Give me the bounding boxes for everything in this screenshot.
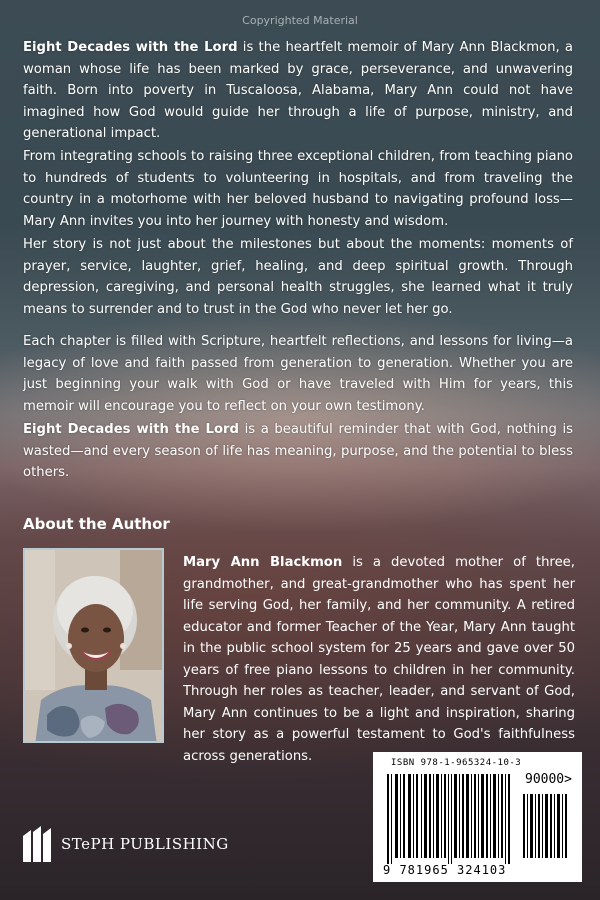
book-title-bold: Eight Decades with the Lord — [23, 40, 238, 55]
description-paragraph-1 — [23, 37, 573, 145]
isbn-number: ISBN 978-1-965324-10-3 — [391, 758, 522, 768]
barcode-digits: 9 781965 324103 — [383, 863, 507, 877]
author-bio — [183, 552, 575, 767]
barcode-bars-icon — [387, 774, 577, 864]
paragraph-5-text: is a beautiful reminder that with God, nothing is wasted—and every season of life has meaning, purpose, and the potential to bless others. — [23, 422, 573, 480]
description-paragraph-4: Each chapter is filled with Scripture, heartfelt reflections, and lessons for living—a legacy of love and faith passed from generation to generation. Whether you are just beginning your walk with God or have traveled with Him for years, this memoir will encourage you to reflect on your own testimony. — [23, 334, 573, 414]
price-code: 90000> — [525, 772, 572, 787]
paragraph-1-text: is the heartfelt memoir of Mary Ann Blackmon, a woman whose life has been marked by grace, perseverance, and unwavering faith. Born into poverty in Tuscaloosa, Alabama, Mary Ann could not have imagined how God would guide her through a life of purpose, ministry, and generational impact. — [23, 40, 573, 141]
isbn-barcode — [373, 752, 582, 882]
book-title-bold: Eight Decades with the Lord — [23, 422, 239, 437]
publisher-block — [23, 826, 229, 862]
author-photo — [23, 548, 164, 743]
about-author-heading: About the Author — [23, 515, 170, 533]
description-paragraph-3: Her story is not just about the milestones but about the moments: moments of prayer, service, laughter, grief, healing, and deep spiritual growth. Through depression, caregiving, and personal health struggles, she learned what it truly means to surrender and to trust in the God who never let her go. — [23, 237, 573, 317]
description-paragraph-2: From integrating schools to raising three exceptional children, from teaching piano to hundreds of students to volunteering in hospitals, and from traveling the country in a motorhome with her beloved husband to navigating profound loss—Mary Ann invites you into her journey with honesty and wisdom. — [23, 149, 573, 229]
author-name-bold: Mary Ann Blackmon — [183, 555, 343, 570]
copyright-watermark: Copyrighted Material — [242, 14, 358, 27]
author-portrait-icon — [25, 550, 164, 743]
description-paragraph-5 — [23, 419, 573, 484]
author-bio-text: is a devoted mother of three, grandmother, and great-grandmother who has spent her life serving God, her family, and her community. A retired educator and former Teacher of the Year, Mary Ann taught in the public school system for 25 years and gave over 50 years of free piano lessons to children in her community. Through her roles as teacher, leader, and servant of God, Mary Ann continues to be a light and inspiration, sharing her story as a powerful testament to God's faithfulness across generations. — [183, 555, 575, 764]
steph-publishing-logo-icon — [23, 826, 53, 862]
publisher-name: STePH PUBLISHING — [61, 835, 229, 853]
